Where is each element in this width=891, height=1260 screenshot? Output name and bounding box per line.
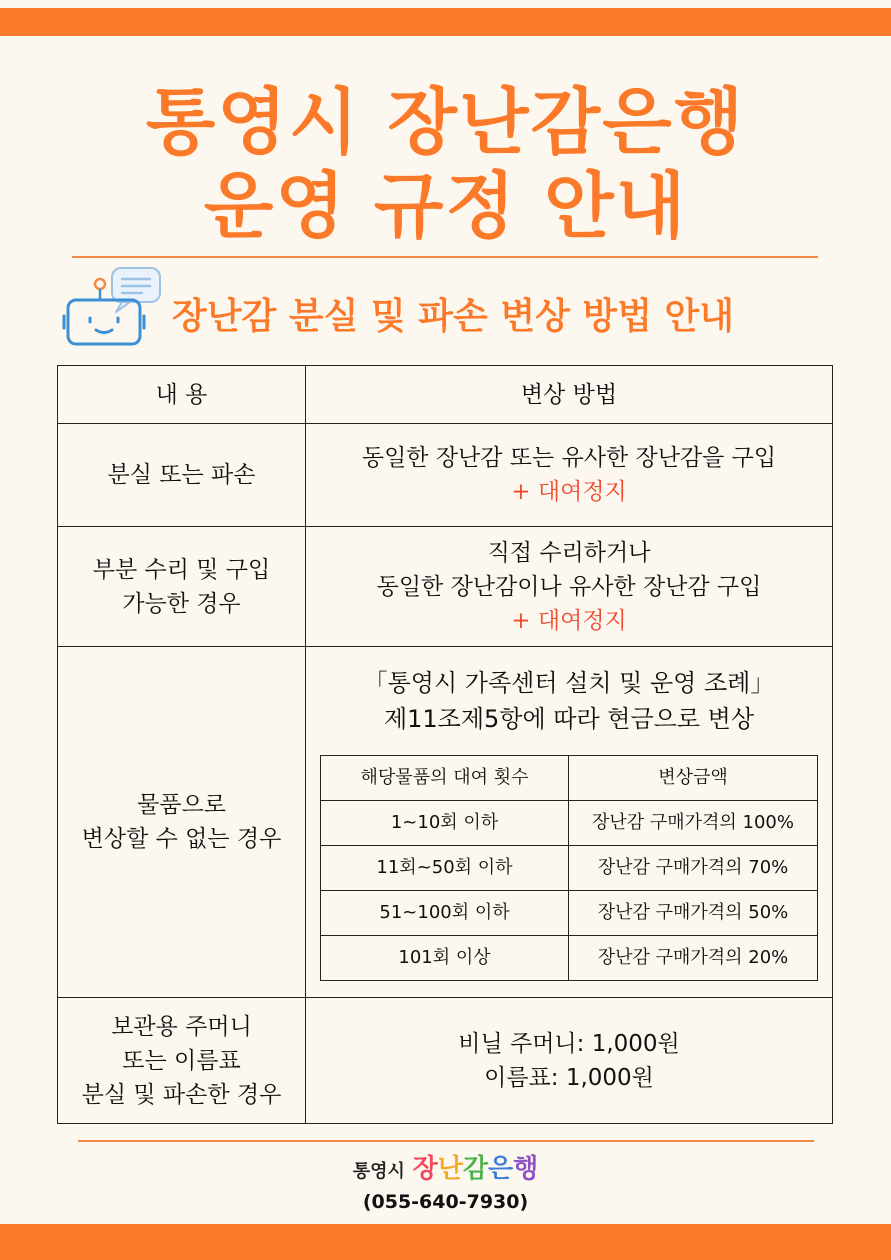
header-method: 변상 방법 (306, 366, 833, 424)
bottom-accent-bar (0, 1224, 891, 1260)
row-content-line: 또는 이름표 (122, 1047, 241, 1074)
table-header-row (58, 366, 833, 424)
sub-header-count: 해당물품의 대여 횟수 (321, 756, 569, 801)
nametag-price: 이름표: 1,000원 (484, 1064, 654, 1091)
header-content: 내 용 (58, 366, 306, 424)
brand-char: 장 (412, 1154, 438, 1184)
sub-table-header-row (321, 756, 818, 801)
robot-chat-icon (62, 266, 166, 350)
rental-count: 1~10회 이하 (321, 801, 569, 846)
sub-table-row (321, 891, 818, 936)
cash-rate-table (320, 755, 818, 981)
footer-city: 통영시 (352, 1161, 405, 1182)
brand-char: 은 (487, 1154, 514, 1184)
divider-top (72, 256, 818, 258)
row-content-line: 보관용 주머니 (111, 1013, 252, 1040)
row-content (58, 527, 306, 647)
footer (0, 1152, 891, 1215)
sub-table-row (321, 936, 818, 981)
row-content-line: 가능한 경우 (122, 590, 241, 617)
divider-bottom (78, 1140, 814, 1142)
brand-char: 감 (462, 1154, 488, 1184)
row-content (58, 998, 306, 1124)
compensation-rate: 장난감 구매가격의 50% (569, 891, 818, 936)
compensation-table (57, 365, 833, 1124)
row-content (58, 424, 306, 527)
ordinance-article: 제11조제5항에 따라 현금으로 변상 (383, 705, 755, 733)
rental-suspension-note: + 대여정지 (511, 479, 627, 505)
compensation-rate: 장난감 구매가격의 70% (569, 846, 818, 891)
table-row (58, 424, 833, 527)
page-title-line-1: 통영시 장난감은행 (145, 80, 746, 164)
page-title-line-2: 운영 규정 안내 (203, 164, 688, 248)
row-content-line: 변상할 수 없는 경우 (81, 826, 282, 852)
rental-count: 11회~50회 이하 (321, 846, 569, 891)
rental-count: 101회 이상 (321, 936, 569, 981)
row-content-line: 물품으로 (137, 792, 226, 818)
row-content-line: 분실 또는 파손 (107, 462, 256, 488)
ordinance-reference: 「통영시 가족센터 설치 및 운영 조례」 (363, 669, 775, 697)
row-content-line: 분실 및 파손한 경우 (81, 1081, 282, 1108)
sub-table-row (321, 801, 818, 846)
row-method-line: 동일한 장난감 또는 유사한 장난감을 구입 (361, 445, 777, 471)
section-title: 장난감 분실 및 파손 변상 방법 안내 (172, 296, 735, 337)
row-content-line: 부분 수리 및 구입 (92, 556, 271, 583)
footer-logo (0, 1152, 891, 1189)
footer-phone: (055-640-7930) (362, 1191, 529, 1213)
table-row (58, 527, 833, 647)
top-accent-bar (0, 8, 891, 36)
page-title (0, 80, 891, 248)
row-method (306, 424, 833, 527)
row-content (58, 647, 306, 998)
table-row (58, 647, 833, 998)
brand-char: 행 (513, 1154, 539, 1184)
compensation-rate: 장난감 구매가격의 100% (569, 801, 818, 846)
table-row (58, 998, 833, 1124)
section-header (62, 266, 862, 350)
rental-suspension-note: + 대여정지 (511, 607, 627, 634)
row-method-line: 직접 수리하거나 (487, 539, 651, 566)
row-method-line: 동일한 장난감이나 유사한 장난감 구입 (376, 573, 762, 600)
compensation-rate: 장난감 구매가격의 20% (569, 936, 818, 981)
row-method (306, 647, 833, 998)
pouch-price: 비닐 주머니: 1,000원 (458, 1030, 680, 1057)
brand-char: 난 (437, 1154, 463, 1184)
sub-table-row (321, 846, 818, 891)
row-method (306, 527, 833, 647)
row-method (306, 998, 833, 1124)
rental-count: 51~100회 이하 (321, 891, 569, 936)
sub-header-amount: 변상금액 (569, 756, 818, 801)
